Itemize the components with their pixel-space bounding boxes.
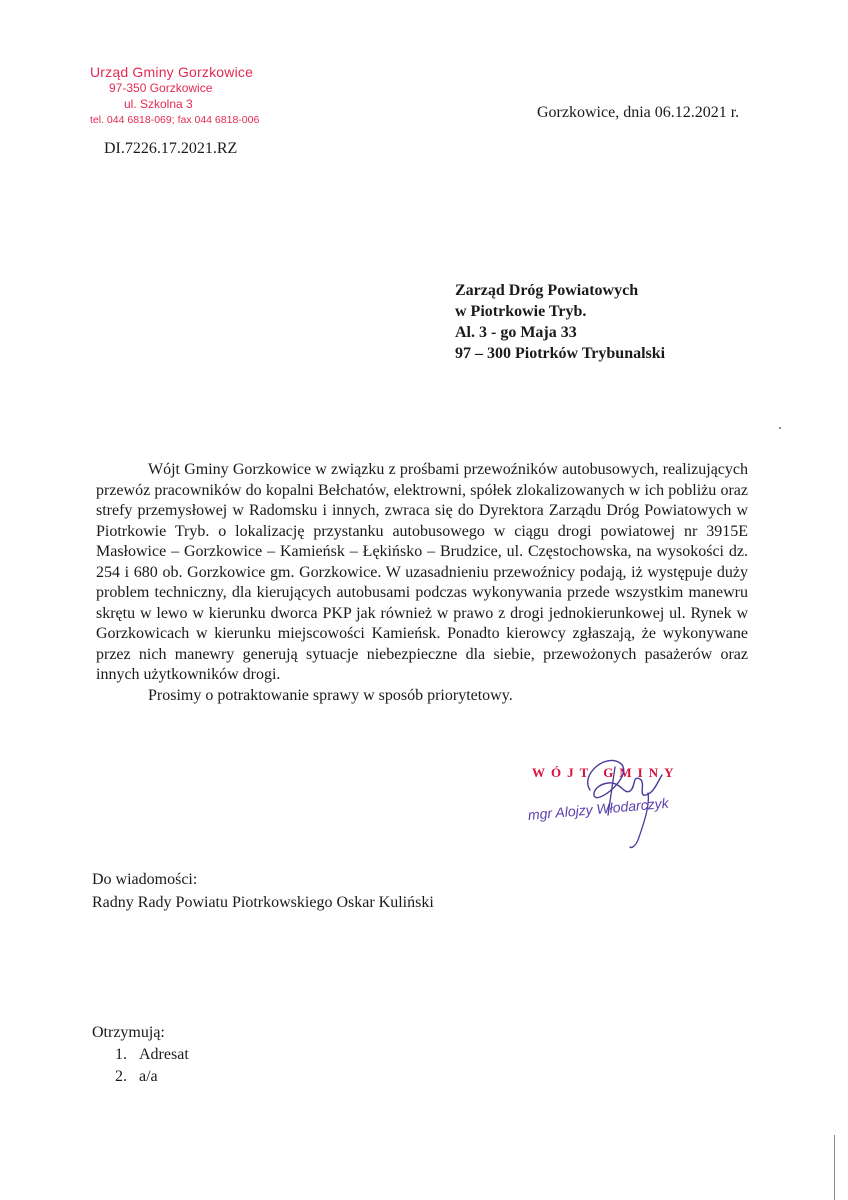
- receivers-list: [92, 1044, 189, 1088]
- handwritten-signature-icon: [520, 745, 720, 855]
- signature-title-stamp: WÓJT GMINY: [532, 765, 680, 780]
- copy-to-heading: Do wiadomości:: [92, 871, 198, 888]
- body-paragraph-2: Prosimy o potraktowanie sprawy w sposób priorytetowy.: [148, 686, 513, 704]
- signature-name-stamp: mgr Alojzy Włodarczyk: [527, 794, 670, 823]
- list-item: [92, 1066, 189, 1088]
- scan-edge-line: [834, 1135, 835, 1200]
- stamp-office-name: Urząd Gminy Gorzkowice: [90, 64, 254, 80]
- reference-number: DI.7226.17.2021.RZ: [104, 140, 238, 157]
- receivers-heading: Otrzymują:: [92, 1024, 165, 1041]
- copy-to-entry: Radny Rady Powiatu Piotrkowskiego Oskar Kuliński: [92, 894, 434, 911]
- recipient-line-3: Al. 3 - go Maja 33: [455, 324, 577, 341]
- recipient-line-1: Zarząd Dróg Powiatowych: [455, 282, 639, 299]
- place-and-date: Gorzkowice, dnia 06.12.2021 r.: [537, 104, 740, 121]
- list-item-label: Adresat: [139, 1046, 189, 1063]
- recipient-address: [455, 280, 665, 364]
- body-paragraph-1: Wójt Gminy Gorzkowice w związku z prośbami przewoźników autobusowych, realizujących przewóz pracowników do kopalni Bełchatów, elektrowni, spółek zlokalizowanych w ich pobliżu oraz strefy przemysłowej w Radomsku i innych, zwraca się do Dyrektora Zarządu Dróg Powiatowych w Piotrkowie Tryb. o lokalizację przystanku autobusowego w ciągu drogi powiatowej nr 3915E Masłowice – Gorzkowice – Kamieńsk – Łękińsko – Brudzice, ul. Częstochowska, na wysokości dz. 254 i 680 ob. Gorzkowice gm. Gorzkowice. W uzasadnieniu przewoźnicy podają, iż występuje duży problem techniczny, dla kierujących autobusami podczas wykonywania przede wszystkim manewru skrętu w lewo w kierunku dworca PKP jak również w prawo z drogi jednokierunkowej ul. Rynek w Gorzkowicach w kierunku miejscowości Kamieńsk. Ponadto kierowcy zgłaszają, że wykonywane przez nich manewry generują sytuacje niebezpieczne dla siebie, przewożonych pasażerów oraz innych użytkowników drogi.: [96, 461, 748, 683]
- office-stamp: [82, 64, 282, 128]
- signature-block: [520, 745, 720, 855]
- receivers-section: [92, 1022, 189, 1088]
- list-item-label: a/a: [139, 1068, 158, 1085]
- list-item-number: 1.: [115, 1046, 127, 1063]
- stamp-street: ul. Szkolna 3: [124, 97, 193, 111]
- recipient-line-4: 97 – 300 Piotrków Trybunalski: [455, 345, 666, 362]
- scan-speck: [779, 427, 781, 429]
- list-item: [92, 1044, 189, 1066]
- letter-body: [96, 460, 748, 706]
- stamp-postal-code: 97-350 Gorzkowice: [109, 81, 213, 95]
- stamp-phone-fax: tel. 044 6818-069; fax 044 6818-006: [90, 114, 260, 126]
- list-item-number: 2.: [115, 1068, 127, 1085]
- copy-to-section: [92, 868, 434, 914]
- recipient-line-2: w Piotrkowie Tryb.: [455, 303, 587, 320]
